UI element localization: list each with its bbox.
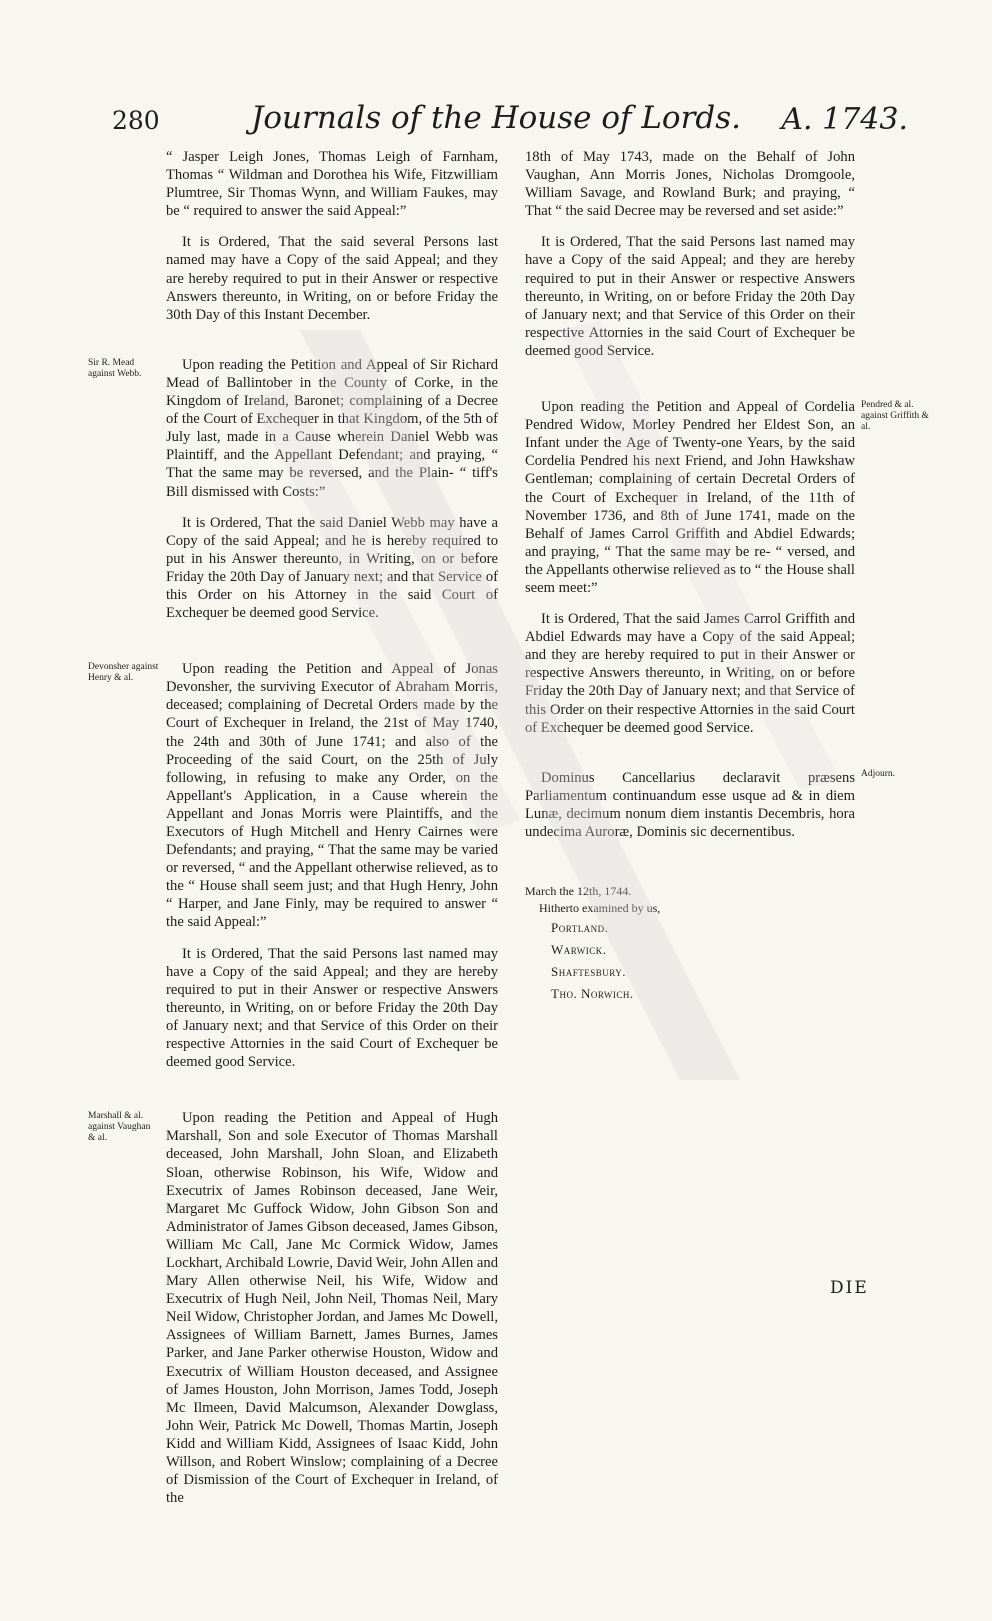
examiner-name: Warwick. [551, 942, 607, 958]
margin-note: Sir R. Mead against Webb. [88, 357, 142, 379]
paragraph [525, 233, 855, 360]
examination-block [525, 883, 855, 1005]
paragraph [166, 945, 498, 1072]
paragraph-text: It is Ordered, That the said James Carrol Griffith and Abdiel Edwards may have a Copy of the said Appeal; and they are hereby required to put in their Answer or respective Answers thereunto, in Writing, on or before Friday the 20th Day of January next; and that Service of this Order on their respective Attornies in the said Court of Exchequer be deemed good Service. [525, 611, 855, 736]
paragraph [166, 148, 498, 220]
paragraph-text: It is Ordered, That the said Persons last named may have a Copy of the said Appeal; and they are hereby required to put in their Answer or respective Answers thereunto, in Writing, on or before Friday the 20th Day of January next; and that Service of this Order on their respective Attornies in the said Court of Exchequer be deemed good Service. [166, 945, 498, 1071]
paragraph [166, 514, 498, 623]
running-header [0, 100, 992, 150]
paragraph-text: Upon reading the Petition and Appeal of Hugh Marshall, Son and sole Executor of Thomas Marshall deceased, John Marshall, John Sloan, and Elizabeth Sloan, otherwise Robinson, his Wife, Widow and Executrix of James Robinson deceased, Jane Weir, Margaret Mc Guffock Widow, John Gibson Son and Administrator of James Gibson deceased, James Gibson, William Mc Call, Jane Mc Cormick Widow, James Lockhart, Archibald Lowrie, David Weir, John Allen and Mary Allen otherwise Neil, his Wife, Widow and Executrix of Hugh Neil, John Neil, Thomas Neil, Mary Neil Widow, Christopher Jordan, and James Mc Dowell, Assignees of William Barnett, James Burnes, James Parker, and Jane Parker otherwise Houston, Widow and Executrix of William Houston deceased, and Assignee of James Houston, John Morrison, James Todd, Joseph Mc Ilmeen, David Malcumson, Alexander Dowglass, John Weir, Patrick Mc Dowell, Thomas Martin, Joseph Kidd and William Kidd, Assignees of Isaac Kidd, John Willson, and Robert Winslow; complaining of a Decree of Dismission of the Court of Exchequer in Ireland, of the [166, 1110, 498, 1507]
year-label: A. 1743. [781, 102, 908, 137]
examiner-name: Shaftesbury. [551, 964, 626, 980]
paragraph-text: Upon reading the Petition and Appeal of Sir Richard Mead of Ballintober in the County of Corke, in the Kingdom of Ireland, Baronet; complaining of a Decree of the Court of Exchequer in that Kingdom, of the 5th of July last, made in a Cause wherein Daniel Webb was Plaintiff, and the Appellant Defendant; and praying, “ That the same may be reversed, and the Plain- “ tiff's Bill dismissed with Costs:” [166, 356, 498, 500]
paragraph-text: Upon reading the Petition and Appeal of Cordelia Pendred Widow, Morley Pendred her Eldest Son, an Infant under the Age of Twenty-one Years, by the said Cordelia Pendred his next Friend, and John Hawkshaw Gentleman; complaining of certain Decretal Orders of the Court of Exchequer in Ireland, of the 11th of November 1736, and 8th of June 1741, made on the Behalf of James Carrol Griffith and Abdiel Edwards; and praying, “ That the same may be re- “ versed, and the Appellants otherwise relieved as to “ the House shall seem meet:” [525, 399, 855, 596]
examiner-name: Portland. [551, 920, 609, 936]
paragraph [525, 768, 896, 841]
margin-note: Pendred & al. against Griffith & al. [861, 400, 929, 433]
paragraph-text: Dominus Cancellarius declaravit præsens Parliamentum continuandum esse usque ad & in diem Lunæ, decimum nonum diem instantis Decembris, hora undecima Auroræ, Dominis sic decernentibus. [525, 769, 855, 840]
examiner-name: Tho. Norwich. [551, 986, 634, 1002]
margin-note: Marshall & al. against Vaughan & al. [88, 1111, 151, 1144]
paragraph [88, 660, 498, 931]
right-column [525, 148, 929, 1005]
paragraph-text: 18th of May 1743, made on the Behalf of John Vaughan, Ann Morris Jones, Nicholas Dromgoole, William Savage, and Rowland Burk; and praying, “ That “ the said Decree may be reversed and set aside:” [525, 149, 855, 220]
paragraph [525, 148, 855, 220]
paragraph-text: It is Ordered, That the said Daniel Webb may have a Copy of the said Appeal; and he is hereby required to put in his Answer thereunto, in Writing, on or before Friday the 20th Day of January next; and that Service of this Order on his Attorney in the said Court of Exchequer be deemed good Service. [166, 514, 498, 622]
paragraph [525, 610, 855, 737]
paragraph [166, 233, 498, 323]
paragraph-text: It is Ordered, That the said several Persons last named may have a Copy of the said Appeal; and they are hereby required to put in their Answer or respective Answers thereunto, in Writing, on or before Friday the 30th Day of this Instant December. [166, 234, 498, 323]
paragraph-text: Upon reading the Petition and Appeal of Jonas Devonsher, the surviving Executor of Abraham Morris, deceased; complaining of Decretal Orders made by the Court of Exchequer in Ireland, the 21st of May 1740, the 24th and 30th of June 1741; and also of the Proceeding of the said Court, on the 25th of July following, in refusing to make any Order, on the Appellant's Application, in a Cause wherein the Appellant and Jonas Morris were Plaintiffs, and the Executors of Hugh Mitchell and Henry Cairnes were Defendants; and praying, “ That the same may be varied or reversed, “ and the Appellant otherwise relieved, as to the “ House shall seem just; and that Hugh Henry, John “ Harper, and Jane Finly, may be required to answer “ the said Appeal:” [166, 661, 498, 931]
margin-note: Adjourn. [861, 768, 896, 779]
left-column [88, 148, 498, 1507]
paragraph [88, 1109, 498, 1507]
page-number: 280 [112, 106, 160, 135]
margin-note: Devonsher against Henry & al. [88, 662, 159, 684]
paragraph [88, 356, 498, 501]
examination-date: March the 12th, 1744. [525, 884, 632, 899]
catchword: DIE [830, 1278, 869, 1298]
paragraph-text: It is Ordered, That the said Persons last named may have a Copy of the said Appeal; and they are hereby required to put in their Answer or respective Answers thereunto, in Writing, on or before Friday the 20th Day of January next; and that Service of this Order on their respective Attornies in the said Court of Exchequer be deemed good Service. [525, 234, 855, 359]
examination-line: Hitherto examined by us, [539, 901, 661, 916]
paragraph-text: “ Jasper Leigh Jones, Thomas Leigh of Farnham, Thomas “ Wildman and Dorothea his Wife, Fitzwilliam Plumtree, Sir Thomas Wynn, and William Faukes, may be “ required to answer the said Appeal:” [166, 149, 498, 220]
paragraph [525, 398, 929, 597]
journal-title: Journals of the House of Lords. [250, 100, 742, 136]
